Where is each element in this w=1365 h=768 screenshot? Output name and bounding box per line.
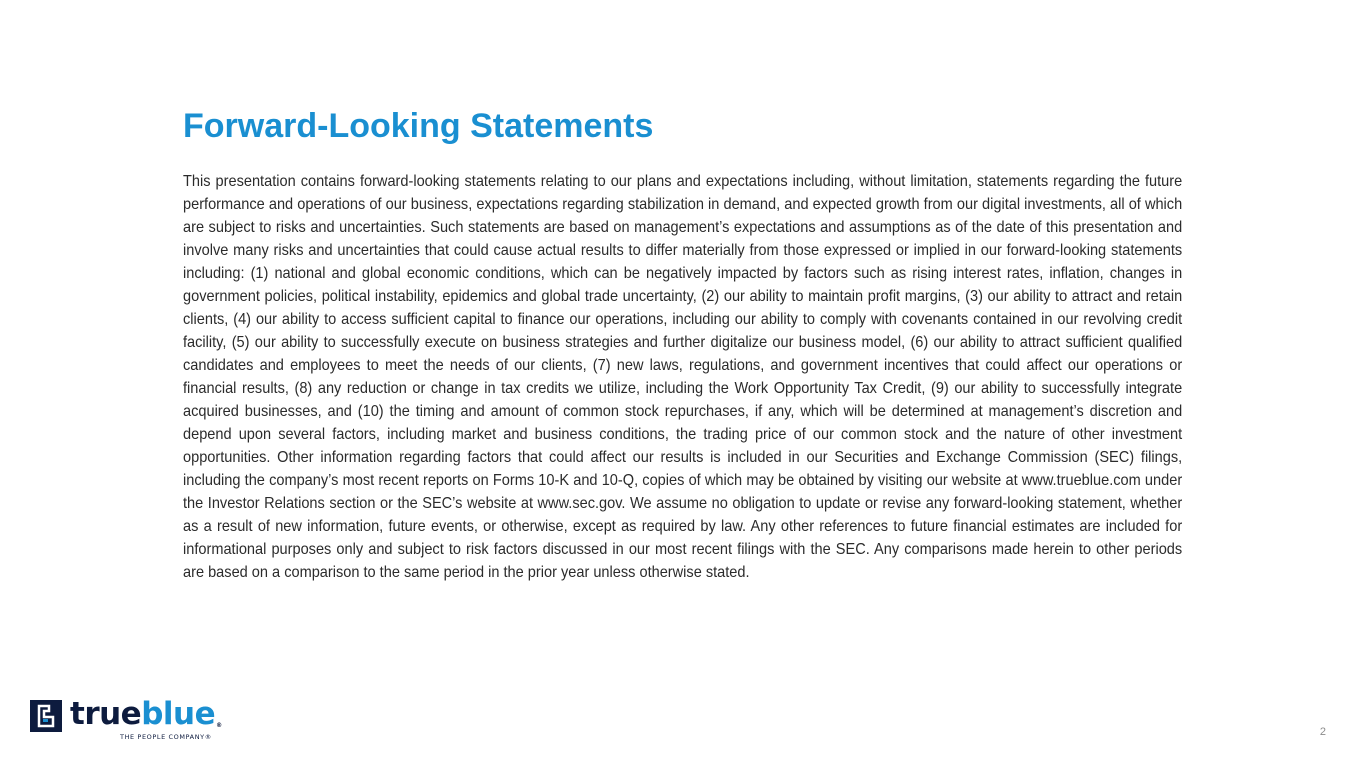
logo-tagline-text: THE PEOPLE COMPANY bbox=[120, 733, 205, 741]
page-number: 2 bbox=[1319, 726, 1326, 738]
logo-trademark: ® bbox=[216, 722, 222, 729]
trueblue-wordmark bbox=[70, 695, 221, 733]
forward-looking-statement-text: This presentation contains forward-looking statements relating to our plans and expectations including, without limitation, statements regarding the future performance and operations of our business, expectations regarding stabilization in demand, and expected growth from our digital investments, all of which are subject to risks and uncertainties. Such statements are based on management’s expectations and assumptions as of the date of this presentation and involve many risks and uncertainties that could cause actual results to differ materially from those expressed or implied in our forward-looking statements including: (1) national and global economic conditions, which can be negatively impacted by factors such as rising interest rates, inflation, changes in government policies, political instability, epidemics and global trade uncertainty, (2) our ability to maintain profit margins, (3) our ability to attract and retain clients, (4) our ability to access sufficient capital to finance our operations, including our ability to comply with covenants contained in our revolving credit facility, (5) our ability to successfully execute on business strategies and further digitalize our business model, (6) our ability to attract sufficient qualified candidates and employees to meet the needs of our clients, (7) new laws, regulations, and government incentives that could affect our operations or financial results, (8) any reduction or change in tax credits we utilize, including the Work Opportunity Tax Credit, (9) our ability to successfully integrate acquired businesses, and (10) the timing and amount of common stock repurchases, if any, which will be determined at management’s discretion and depend upon several factors, including market and business conditions, the trading price of our common stock and the nature of other investment opportunities. Other information regarding factors that could affect our results is included in our Securities and Exchange Commission (SEC) filings, including the company’s most recent reports on Forms 10-K and 10-Q, copies of which may be obtained by visiting our website at www.trueblue.com under the Investor Relations section or the SEC’s website at www.sec.gov. We assume no obligation to update or revise any forward-looking statement, whether as a result of new information, future events, or otherwise, except as required by law. Any other references to future financial estimates are included for informational purposes only and subject to risk factors discussed in our most recent filings with the SEC. Any comparisons made herein to other periods are based on a comparison to the same period in the prior year unless otherwise stated. bbox=[183, 173, 1183, 581]
logo-tagline bbox=[120, 733, 212, 741]
logo-tagline-mark: ® bbox=[204, 733, 212, 741]
trueblue-logo bbox=[30, 696, 222, 744]
logo-word-true: true bbox=[70, 696, 142, 732]
trueblue-mark-icon bbox=[30, 700, 62, 732]
slide-title: Forward-Looking Statements bbox=[183, 107, 654, 145]
logo-word-blue: blue bbox=[141, 696, 216, 732]
